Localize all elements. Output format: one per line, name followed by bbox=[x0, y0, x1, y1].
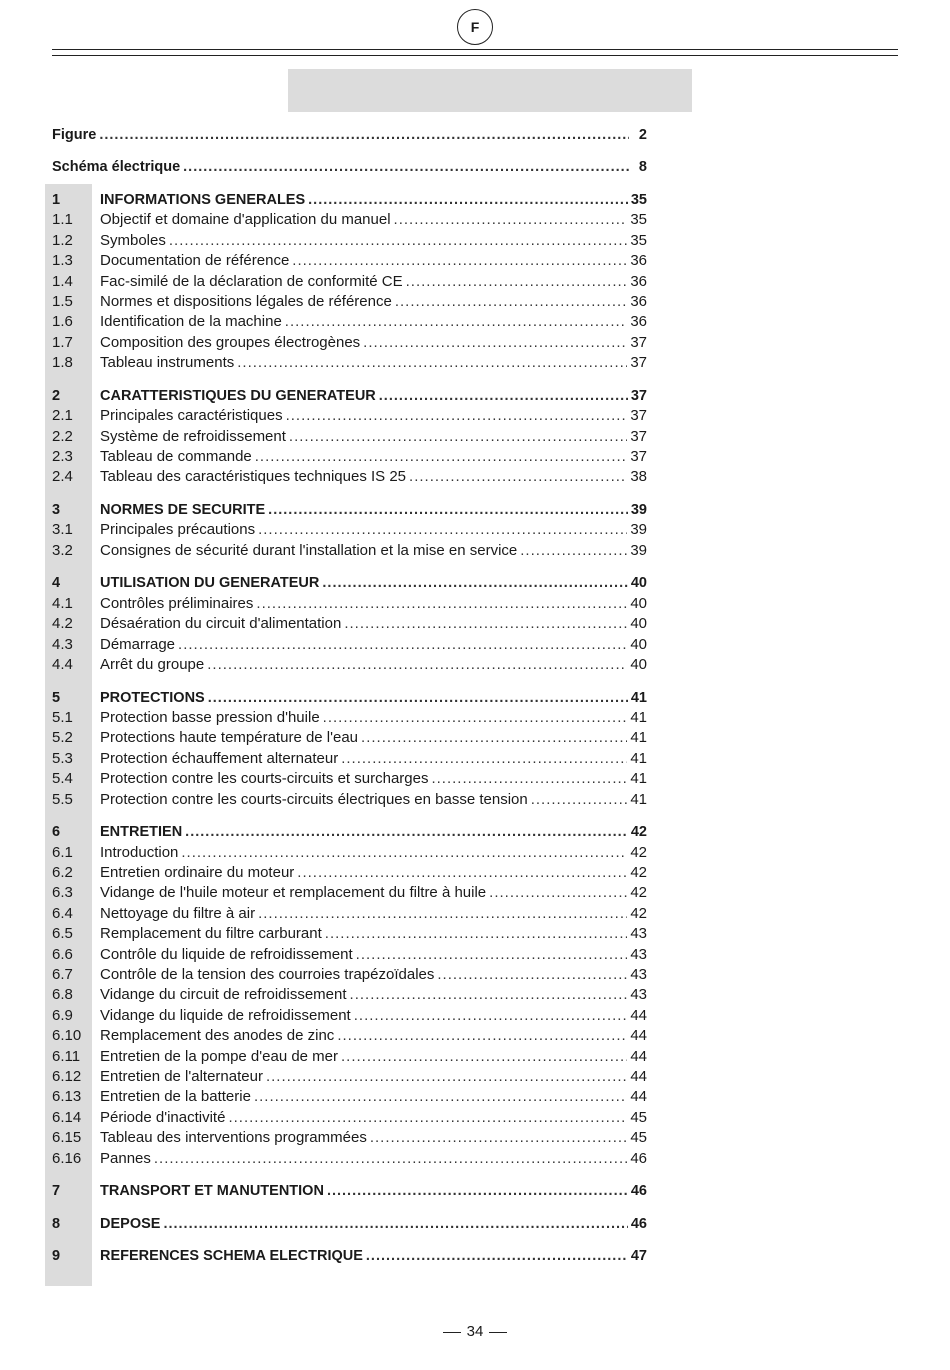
leader-dots bbox=[325, 925, 628, 943]
toc-page: 44 bbox=[630, 1027, 647, 1045]
leader-dots bbox=[154, 1150, 627, 1168]
leader-dots bbox=[207, 656, 627, 674]
toc-page: 47 bbox=[630, 1248, 647, 1265]
leader-dots bbox=[208, 689, 628, 707]
toc-number: 3 bbox=[52, 502, 61, 518]
leader-dots bbox=[409, 468, 627, 486]
title-box bbox=[288, 69, 692, 112]
toc-label: Entretien de l'alternateur bbox=[100, 1068, 263, 1085]
toc-section-heading[interactable] bbox=[52, 572, 647, 592]
toc-number: 6.12 bbox=[52, 1068, 82, 1085]
toc-page: 36 bbox=[630, 272, 647, 290]
toc-label: Vidange du liquide de refroidissement bbox=[100, 1006, 351, 1024]
toc-entry[interactable] bbox=[52, 209, 647, 229]
page-number: 34 bbox=[466, 1323, 484, 1340]
leader-dots bbox=[228, 1109, 627, 1127]
toc-number: 1.4 bbox=[52, 272, 73, 290]
toc-label: Objectif et domaine d'application du manuel bbox=[100, 211, 391, 229]
toc-page: 40 bbox=[630, 656, 647, 673]
toc-section-heading[interactable] bbox=[52, 821, 647, 841]
toc-label: Consignes de sécurité durant l'installation et la mise en service bbox=[100, 541, 518, 559]
toc-number: 2.4 bbox=[52, 468, 73, 486]
toc-number: 4.1 bbox=[52, 594, 73, 612]
toc-page: 35 bbox=[630, 211, 647, 229]
toc-page: 44 bbox=[630, 1047, 647, 1065]
toc-number: 6.4 bbox=[52, 904, 73, 922]
toc-entry[interactable] bbox=[52, 903, 647, 923]
leader-dots bbox=[431, 770, 627, 788]
toc-page: 2 bbox=[638, 127, 647, 143]
toc-entry[interactable] bbox=[52, 271, 647, 291]
toc-number: 1.6 bbox=[52, 313, 73, 331]
header-rule-top bbox=[52, 49, 898, 50]
toc-number: 1.8 bbox=[52, 354, 73, 372]
toc-page: 37 bbox=[630, 427, 647, 445]
toc-label: Protection basse pression d'huile bbox=[100, 709, 320, 726]
leader-dots bbox=[341, 750, 627, 768]
toc-label: Période d'inactivité bbox=[100, 1108, 226, 1126]
toc-entry[interactable] bbox=[52, 1086, 647, 1106]
leader-dots bbox=[266, 1068, 627, 1086]
toc-page: 42 bbox=[630, 824, 647, 841]
toc-label: Remplacement du filtre carburant bbox=[100, 925, 322, 943]
toc-label: Tableau des caractéristiques techniques IS 25 bbox=[100, 468, 407, 486]
toc-label: Système de refroidissement bbox=[100, 427, 286, 445]
leader-dots bbox=[344, 615, 627, 633]
leader-dots bbox=[169, 232, 627, 250]
toc-label: Identification de la machine bbox=[100, 313, 282, 331]
toc-label: Pannes bbox=[100, 1149, 151, 1167]
leader-dots bbox=[406, 273, 628, 291]
toc-entry[interactable] bbox=[52, 727, 647, 747]
toc-page: 42 bbox=[630, 884, 647, 902]
leader-dots bbox=[394, 211, 628, 229]
toc-label: Composition des groupes électrogènes bbox=[100, 333, 361, 351]
toc-page: 45 bbox=[630, 1108, 647, 1126]
toc-page: 35 bbox=[630, 231, 647, 249]
page-footer bbox=[0, 1323, 950, 1340]
toc-page: 37 bbox=[630, 387, 647, 404]
toc-section-heading[interactable] bbox=[52, 1245, 647, 1265]
toc-label: Protection contre les courts-circuits électriques en basse tension bbox=[100, 790, 528, 808]
toc-number: 6.1 bbox=[52, 843, 73, 861]
toc-page: 44 bbox=[630, 1088, 647, 1106]
toc-label: Entretien de la batterie bbox=[100, 1088, 251, 1106]
toc-label: Arrêt du groupe bbox=[100, 656, 205, 673]
toc-entry[interactable] bbox=[52, 768, 647, 788]
toc-number: 6.8 bbox=[52, 986, 73, 1004]
leader-dots bbox=[297, 864, 627, 882]
toc-page: 46 bbox=[630, 1149, 647, 1167]
leader-dots bbox=[285, 313, 628, 331]
language-badge: F bbox=[457, 9, 493, 45]
toc-page: 41 bbox=[630, 689, 647, 706]
toc-page: 45 bbox=[630, 1129, 647, 1147]
toc-entry[interactable] bbox=[52, 789, 647, 809]
toc-number: 2 bbox=[52, 387, 61, 404]
toc-label: REFERENCES SCHEMA ELECTRIQUE bbox=[100, 1248, 363, 1265]
toc-number: 6.7 bbox=[52, 966, 73, 983]
toc-label: Schéma électrique bbox=[52, 159, 181, 175]
leader-dots bbox=[361, 729, 627, 747]
leader-dots bbox=[183, 158, 629, 176]
toc-label: Tableau instruments bbox=[100, 354, 235, 372]
toc-number: 1.5 bbox=[52, 293, 73, 310]
toc-section-heading[interactable] bbox=[52, 687, 647, 707]
toc-page: 46 bbox=[630, 1215, 647, 1232]
toc-entry[interactable] bbox=[52, 1005, 647, 1025]
leader-dots bbox=[292, 252, 627, 270]
toc-label: Contrôle de la tension des courroies trapézoïdales bbox=[100, 966, 435, 983]
toc-number: 6.14 bbox=[52, 1108, 82, 1126]
toc-entry-schema[interactable] bbox=[52, 156, 647, 176]
toc-number: 4 bbox=[52, 575, 61, 592]
toc-number: 2.2 bbox=[52, 427, 73, 445]
toc-number: 5.1 bbox=[52, 709, 73, 726]
toc-label: Nettoyage du filtre à air bbox=[100, 904, 256, 922]
toc-label: ENTRETIEN bbox=[100, 824, 183, 841]
leader-dots bbox=[531, 791, 628, 809]
leader-dots bbox=[356, 946, 628, 964]
toc-entry[interactable] bbox=[52, 311, 647, 331]
toc-label: PROTECTIONS bbox=[100, 689, 205, 706]
toc-number: 1 bbox=[52, 192, 61, 208]
leader-dots bbox=[323, 709, 628, 727]
toc-entry[interactable] bbox=[52, 230, 647, 250]
toc-label: Entretien ordinaire du moteur bbox=[100, 864, 295, 881]
toc-entry[interactable] bbox=[52, 654, 647, 674]
leader-dots bbox=[363, 334, 627, 352]
toc-number: 1.7 bbox=[52, 333, 73, 351]
footer-dash bbox=[489, 1332, 507, 1333]
leader-dots bbox=[308, 191, 628, 209]
leader-dots bbox=[366, 1247, 628, 1265]
toc-label: Symboles bbox=[100, 231, 166, 249]
toc-entry[interactable] bbox=[52, 1127, 647, 1147]
toc-label: DEPOSE bbox=[100, 1215, 161, 1232]
toc-number: 5.4 bbox=[52, 770, 73, 788]
toc-page: 40 bbox=[630, 594, 647, 612]
toc-entry[interactable] bbox=[52, 1046, 647, 1066]
toc-number: 6.5 bbox=[52, 925, 73, 943]
toc-number: 2.1 bbox=[52, 407, 73, 425]
toc-entry[interactable] bbox=[52, 332, 647, 352]
toc-number: 1.1 bbox=[52, 211, 73, 229]
toc-entry[interactable] bbox=[52, 466, 647, 486]
toc-number: 5.2 bbox=[52, 729, 73, 747]
leader-dots bbox=[258, 905, 627, 923]
toc-entry[interactable] bbox=[52, 593, 647, 613]
leader-dots bbox=[437, 966, 627, 984]
toc-label: Protection échauffement alternateur bbox=[100, 749, 339, 767]
toc-page: 37 bbox=[630, 333, 647, 351]
toc-page: 44 bbox=[630, 1068, 647, 1085]
leader-dots bbox=[337, 1027, 627, 1045]
toc-section-heading[interactable] bbox=[52, 499, 647, 519]
toc-section-heading[interactable] bbox=[52, 1213, 647, 1233]
toc-page: 37 bbox=[630, 354, 647, 372]
toc-page: 40 bbox=[630, 575, 647, 592]
toc-page: 41 bbox=[630, 709, 647, 726]
toc-number: 3.2 bbox=[52, 541, 73, 559]
toc-entry[interactable] bbox=[52, 405, 647, 425]
toc-number: 6.15 bbox=[52, 1129, 82, 1147]
toc-label: CARATTERISTIQUES DU GENERATEUR bbox=[100, 387, 376, 404]
toc-page: 37 bbox=[630, 448, 647, 465]
toc-page: 40 bbox=[630, 615, 647, 633]
toc-page: 44 bbox=[630, 1006, 647, 1024]
toc-number: 6.3 bbox=[52, 884, 73, 902]
footer-dash bbox=[443, 1332, 461, 1333]
header-rule-bottom bbox=[52, 55, 898, 56]
leader-dots bbox=[489, 884, 627, 902]
toc-entry[interactable] bbox=[52, 748, 647, 768]
toc-label: Remplacement des anodes de zinc bbox=[100, 1027, 335, 1045]
toc-page: 41 bbox=[630, 729, 647, 747]
toc-number: 6.6 bbox=[52, 945, 73, 963]
toc-label: TRANSPORT ET MANUTENTION bbox=[100, 1183, 324, 1200]
toc-entry[interactable] bbox=[52, 519, 647, 539]
leader-dots bbox=[181, 844, 627, 862]
toc-page: 37 bbox=[630, 407, 647, 425]
toc-page: 43 bbox=[630, 966, 647, 983]
toc-page: 36 bbox=[630, 313, 647, 331]
toc-entry[interactable] bbox=[52, 352, 647, 372]
toc-number: 6 bbox=[52, 824, 61, 841]
leader-dots bbox=[350, 986, 628, 1004]
leader-dots bbox=[327, 1182, 628, 1200]
toc-entry[interactable] bbox=[52, 1066, 647, 1086]
toc-page: 8 bbox=[638, 159, 647, 175]
leader-dots bbox=[163, 1215, 627, 1233]
toc-entry[interactable] bbox=[52, 540, 647, 560]
toc-number: 6.11 bbox=[52, 1047, 81, 1065]
toc-entry[interactable] bbox=[52, 613, 647, 633]
leader-dots bbox=[268, 501, 628, 519]
toc-number: 4.4 bbox=[52, 656, 73, 673]
toc-entry[interactable] bbox=[52, 1025, 647, 1045]
toc-label: Entretien de la pompe d'eau de mer bbox=[100, 1047, 339, 1065]
toc-page: 36 bbox=[630, 293, 647, 310]
toc-label: Tableau de commande bbox=[100, 448, 252, 465]
toc-entry[interactable] bbox=[52, 923, 647, 943]
toc-label: Désaération du circuit d'alimentation bbox=[100, 615, 342, 633]
leader-dots bbox=[254, 1088, 627, 1106]
toc-label: Principales caractéristiques bbox=[100, 407, 283, 425]
toc-page: 41 bbox=[630, 770, 647, 788]
toc-label: Contrôles préliminaires bbox=[100, 594, 254, 612]
toc-section-heading[interactable] bbox=[52, 189, 647, 209]
toc-page: 46 bbox=[630, 1183, 647, 1200]
leader-dots bbox=[370, 1129, 627, 1147]
toc-number: 5 bbox=[52, 689, 61, 706]
leader-dots bbox=[354, 1007, 628, 1025]
leader-dots bbox=[178, 636, 627, 654]
toc-entry[interactable] bbox=[52, 707, 647, 727]
toc-label: NORMES DE SECURITE bbox=[100, 502, 266, 518]
toc-page: 42 bbox=[630, 843, 647, 861]
toc-label: Démarrage bbox=[100, 635, 176, 653]
leader-dots bbox=[99, 126, 629, 144]
toc-section-heading[interactable] bbox=[52, 385, 647, 405]
toc-number: 4.2 bbox=[52, 615, 73, 633]
leader-dots bbox=[395, 293, 627, 311]
toc-number: 7 bbox=[52, 1183, 61, 1200]
toc-label: INFORMATIONS GENERALES bbox=[100, 192, 306, 208]
toc-page: 39 bbox=[630, 541, 647, 559]
leader-dots bbox=[237, 354, 627, 372]
toc-label: Normes et dispositions légales de référence bbox=[100, 293, 392, 310]
toc-page: 42 bbox=[630, 904, 647, 922]
toc-label: Fac-similé de la déclaration de conformité CE bbox=[100, 272, 403, 290]
toc-label: UTILISATION DU GENERATEUR bbox=[100, 575, 320, 592]
toc-entry[interactable] bbox=[52, 964, 647, 984]
toc-label: Protections haute température de l'eau bbox=[100, 729, 359, 747]
toc-entry[interactable] bbox=[52, 426, 647, 446]
toc-entry[interactable] bbox=[52, 1148, 647, 1168]
toc-entry[interactable] bbox=[52, 984, 647, 1004]
toc-number: 4.3 bbox=[52, 635, 73, 653]
toc-label: Figure bbox=[52, 127, 97, 143]
leader-dots bbox=[185, 823, 628, 841]
toc-page: 36 bbox=[630, 252, 647, 270]
toc-section-heading[interactable] bbox=[52, 1180, 647, 1200]
toc-entry[interactable] bbox=[52, 634, 647, 654]
leader-dots bbox=[286, 407, 628, 425]
toc-page: 41 bbox=[630, 790, 647, 808]
toc-entry[interactable] bbox=[52, 291, 647, 311]
toc-number: 9 bbox=[52, 1248, 61, 1265]
toc-number: 1.2 bbox=[52, 231, 73, 249]
toc-number: 5.3 bbox=[52, 749, 73, 767]
toc-number: 5.5 bbox=[52, 790, 73, 808]
leader-dots bbox=[289, 428, 627, 446]
toc-entry[interactable] bbox=[52, 1107, 647, 1127]
toc-entry[interactable] bbox=[52, 882, 647, 902]
toc-page: 35 bbox=[630, 192, 647, 208]
toc-label: Tableau des interventions programmées bbox=[100, 1129, 367, 1147]
leader-dots bbox=[520, 542, 627, 560]
toc-page: 39 bbox=[630, 502, 647, 518]
toc-number: 6.13 bbox=[52, 1088, 82, 1106]
toc-page: 41 bbox=[630, 749, 647, 767]
toc-entry[interactable] bbox=[52, 842, 647, 862]
toc-label: Introduction bbox=[100, 843, 179, 861]
toc-label: Protection contre les courts-circuits et surcharges bbox=[100, 770, 429, 788]
toc-page: 43 bbox=[630, 986, 647, 1004]
toc-number: 2.3 bbox=[52, 448, 73, 465]
toc-number: 6.16 bbox=[52, 1149, 82, 1167]
toc-number: 1.3 bbox=[52, 252, 73, 270]
toc-label: Contrôle du liquide de refroidissement bbox=[100, 945, 353, 963]
leader-dots bbox=[341, 1048, 627, 1066]
toc-number: 6.9 bbox=[52, 1006, 73, 1024]
toc-page: 38 bbox=[630, 468, 647, 486]
leader-dots bbox=[258, 521, 627, 539]
toc-label: Documentation de référence bbox=[100, 252, 290, 270]
toc-entry[interactable] bbox=[52, 862, 647, 882]
toc-number: 8 bbox=[52, 1215, 61, 1232]
toc-page: 39 bbox=[630, 521, 647, 539]
leader-dots bbox=[322, 574, 627, 592]
toc-page: 43 bbox=[630, 925, 647, 943]
toc-label: Principales précautions bbox=[100, 521, 256, 539]
toc-number: 6.2 bbox=[52, 864, 73, 881]
toc-entry-figure[interactable] bbox=[52, 124, 647, 144]
toc-label: Vidange du circuit de refroidissement bbox=[100, 986, 347, 1004]
leader-dots bbox=[379, 387, 628, 405]
leader-dots bbox=[255, 448, 628, 466]
toc-label: Vidange de l'huile moteur et remplacement du filtre à huile bbox=[100, 884, 487, 902]
toc-entry[interactable] bbox=[52, 250, 647, 270]
toc-page: 43 bbox=[630, 945, 647, 963]
leader-dots bbox=[256, 595, 627, 613]
toc-page: 42 bbox=[630, 864, 647, 881]
toc-page: 40 bbox=[630, 635, 647, 653]
toc-entry[interactable] bbox=[52, 944, 647, 964]
toc-number: 6.10 bbox=[52, 1027, 82, 1045]
toc-number: 3.1 bbox=[52, 521, 73, 539]
toc-entry[interactable] bbox=[52, 446, 647, 466]
